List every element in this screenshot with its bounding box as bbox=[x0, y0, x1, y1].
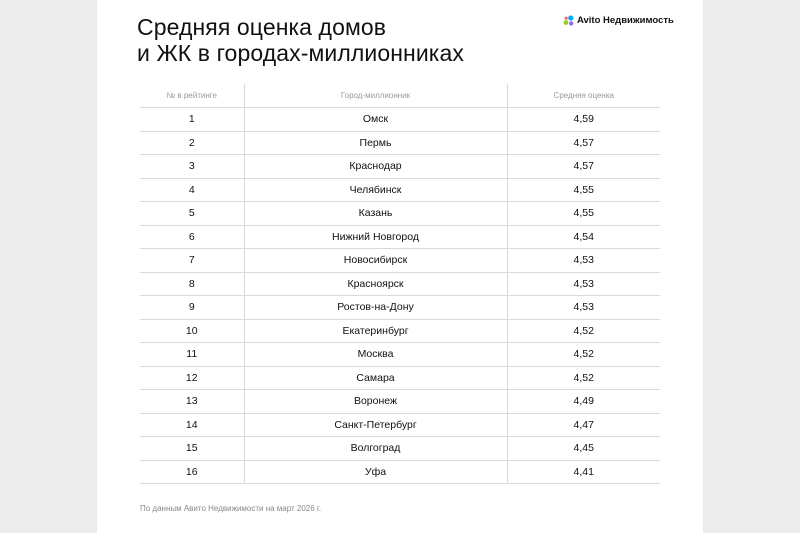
rank-cell: 3 bbox=[140, 155, 244, 179]
city-cell: Казань bbox=[244, 202, 507, 226]
score-cell: 4,52 bbox=[507, 319, 660, 343]
rank-cell: 6 bbox=[140, 225, 244, 249]
header-city: Город-миллионник bbox=[244, 84, 507, 108]
city-cell: Москва bbox=[244, 343, 507, 367]
rank-cell: 2 bbox=[140, 131, 244, 155]
rank-cell: 10 bbox=[140, 319, 244, 343]
rank-cell: 14 bbox=[140, 413, 244, 437]
city-cell: Волгоград bbox=[244, 437, 507, 461]
score-cell: 4,55 bbox=[507, 202, 660, 226]
score-cell: 4,55 bbox=[507, 178, 660, 202]
rank-cell: 1 bbox=[140, 108, 244, 132]
rank-cell: 12 bbox=[140, 366, 244, 390]
table-row bbox=[140, 343, 660, 367]
rank-cell: 11 bbox=[140, 343, 244, 367]
score-cell: 4,47 bbox=[507, 413, 660, 437]
brand-logo bbox=[563, 15, 674, 26]
score-cell: 4,49 bbox=[507, 390, 660, 414]
score-cell: 4,52 bbox=[507, 366, 660, 390]
city-cell: Омск bbox=[244, 108, 507, 132]
score-cell: 4,57 bbox=[507, 155, 660, 179]
header-rank: № в рейтинге bbox=[140, 84, 244, 108]
rank-cell: 7 bbox=[140, 249, 244, 273]
rank-cell: 13 bbox=[140, 390, 244, 414]
score-cell: 4,57 bbox=[507, 131, 660, 155]
header-score: Средняя оценка bbox=[507, 84, 660, 108]
rank-cell: 4 bbox=[140, 178, 244, 202]
rank-cell: 16 bbox=[140, 460, 244, 484]
table-row bbox=[140, 390, 660, 414]
city-cell: Ростов-на-Дону bbox=[244, 296, 507, 320]
avito-dots-icon bbox=[563, 15, 574, 26]
table-row bbox=[140, 202, 660, 226]
table-row bbox=[140, 460, 660, 484]
table-row bbox=[140, 249, 660, 273]
score-cell: 4,41 bbox=[507, 460, 660, 484]
score-cell: 4,53 bbox=[507, 249, 660, 273]
table-row bbox=[140, 437, 660, 461]
table-header-row bbox=[140, 84, 660, 108]
city-cell: Челябинск bbox=[244, 178, 507, 202]
score-cell: 4,45 bbox=[507, 437, 660, 461]
table-row bbox=[140, 272, 660, 296]
table-row bbox=[140, 108, 660, 132]
city-cell: Самара bbox=[244, 366, 507, 390]
city-cell: Уфа bbox=[244, 460, 507, 484]
city-cell: Санкт-Петербург bbox=[244, 413, 507, 437]
score-cell: 4,54 bbox=[507, 225, 660, 249]
city-cell: Новосибирск bbox=[244, 249, 507, 273]
table-row bbox=[140, 155, 660, 179]
title-line-2: и ЖК в городах-миллионниках bbox=[137, 40, 464, 66]
ratings-table bbox=[140, 84, 660, 484]
rank-cell: 15 bbox=[140, 437, 244, 461]
city-cell: Пермь bbox=[244, 131, 507, 155]
page-title bbox=[137, 14, 464, 66]
rank-cell: 9 bbox=[140, 296, 244, 320]
city-cell: Екатеринбург bbox=[244, 319, 507, 343]
table-row bbox=[140, 296, 660, 320]
infographic-card bbox=[97, 0, 703, 533]
score-cell: 4,59 bbox=[507, 108, 660, 132]
table-row bbox=[140, 319, 660, 343]
brand-name: Avito Недвижимость bbox=[577, 15, 674, 26]
rank-cell: 8 bbox=[140, 272, 244, 296]
table-row bbox=[140, 413, 660, 437]
title-line-1: Средняя оценка домов bbox=[137, 14, 387, 40]
score-cell: 4,53 bbox=[507, 272, 660, 296]
city-cell: Воронеж bbox=[244, 390, 507, 414]
table-row bbox=[140, 225, 660, 249]
table-row bbox=[140, 366, 660, 390]
city-cell: Красноярск bbox=[244, 272, 507, 296]
table-row bbox=[140, 178, 660, 202]
score-cell: 4,52 bbox=[507, 343, 660, 367]
source-footnote: По данным Авито Недвижимости на март 2026 г. bbox=[140, 504, 322, 513]
rank-cell: 5 bbox=[140, 202, 244, 226]
city-cell: Нижний Новгород bbox=[244, 225, 507, 249]
table-row bbox=[140, 131, 660, 155]
city-cell: Краснодар bbox=[244, 155, 507, 179]
score-cell: 4,53 bbox=[507, 296, 660, 320]
